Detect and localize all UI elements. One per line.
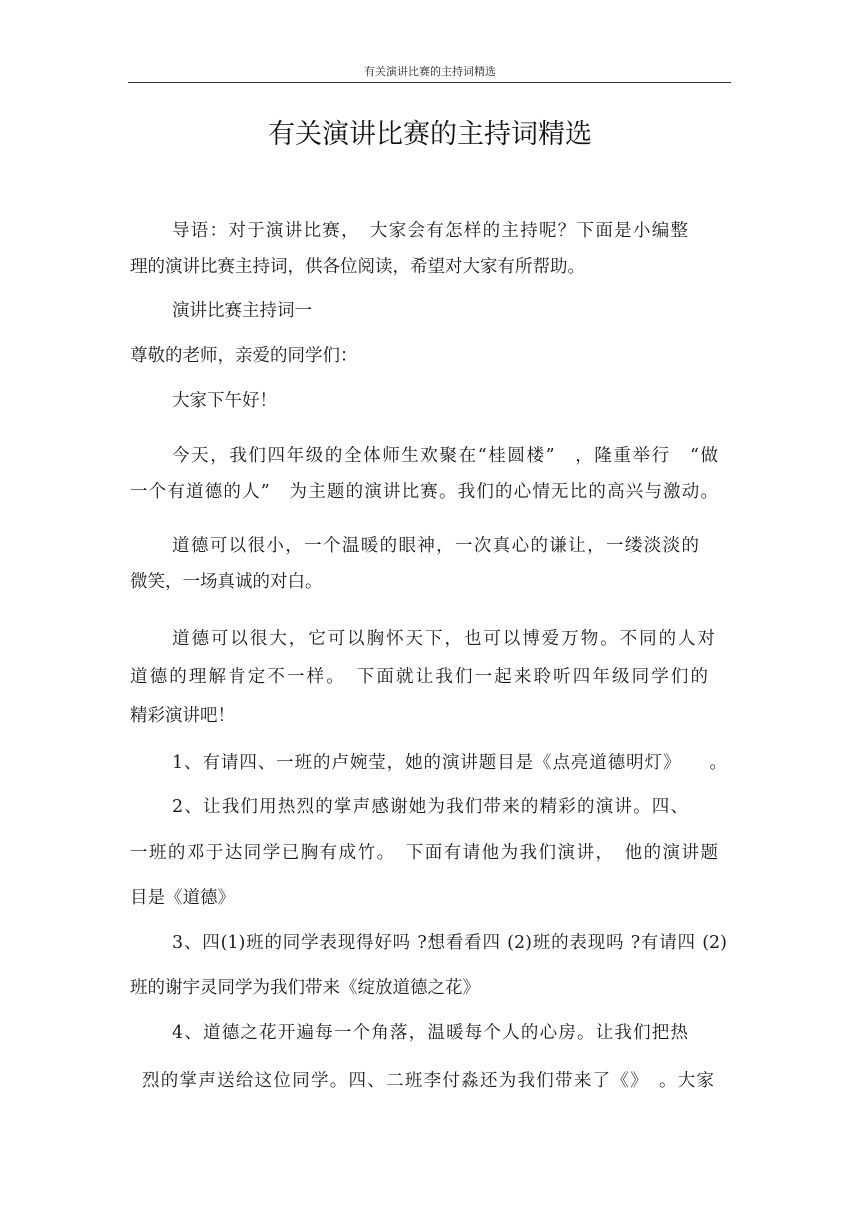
body-line-6: 今天，我们四年级的全体师生欢聚在“桂圆楼” ，隆重举行 “做 [172, 446, 718, 466]
body-line-10: 道德可以很大，它可以胸怀天下，也可以博爱万物。不同的人对 [172, 629, 715, 649]
body-line-8: 道德可以很小，一个温暖的眼神，一次真心的谦让，一缕淡淡的 [172, 536, 699, 556]
header-rule [128, 82, 731, 83]
list-item-3-line-2: 班的谢宇灵同学为我们带来《绽放道德之花》 [130, 978, 480, 998]
list-item-3-line-1: 3、四(1)班的同学表现得好吗 ?想看看四 (2)班的表现吗 ?有请四 (2) [172, 933, 727, 953]
body-line-9: 微笑，一场真诚的对白。 [130, 572, 323, 592]
body-line-1: 导语：对于演讲比赛， 大家会有怎样的主持呢？下面是小编整 [172, 221, 688, 241]
list-item-4-line-1: 4、道德之花开遍每一个角落，温暖每个人的心房。让我们把热 [172, 1023, 688, 1043]
body-line-7: 一个有道德的人” 为主题的演讲比赛。我们的心情无比的高兴与激动。 [130, 482, 718, 502]
section-heading: 演讲比赛主持词一 [172, 301, 312, 321]
salutation: 尊敬的老师，亲爱的同学们： [130, 346, 358, 366]
document-title: 有关演讲比赛的主持词精选 [268, 119, 592, 150]
body-line-2: 理的演讲比赛主持词，供各位阅读，希望对大家有所帮助。 [130, 257, 585, 277]
running-header: 有关演讲比赛的主持词精选 [364, 65, 496, 78]
body-line-11: 道德的理解肯定不一样。 下面就让我们一起来聆听四年级同学们的 [130, 667, 708, 687]
list-item-2-line-1: 2、让我们用热烈的掌声感谢她为我们带来的精彩的演讲。四、 [172, 797, 688, 817]
list-item-2-line-2: 一班的邓于达同学已胸有成竹。 下面有请他为我们演讲， 他的演讲题 [130, 843, 718, 863]
list-item-4-line-2: 烈的掌声送给这位同学。四、二班李付淼还为我们带来了《》 。大家 [142, 1071, 714, 1091]
greeting: 大家下午好！ [172, 391, 277, 411]
list-item-2-line-3: 目是《道德》 [130, 888, 235, 908]
list-item-1: 1、有请四、一班的卢婉莹，她的演讲题目是《点亮道德明灯》 。 [172, 753, 727, 773]
body-line-12: 精彩演讲吧！ [130, 706, 235, 726]
